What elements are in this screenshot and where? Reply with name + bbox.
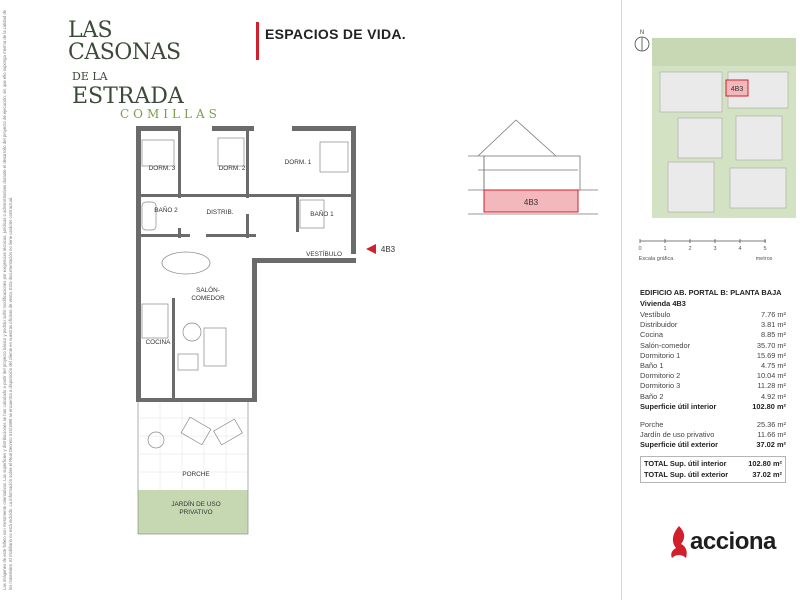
spec-label: Distribuidor [640,320,678,330]
spec-interior-total [640,402,786,412]
spec-exterior-total [640,440,786,450]
spec-label: Superficie útil exterior [640,440,719,450]
spec-label: Porche [640,419,664,429]
spec-row [640,381,786,391]
spec-row [640,361,786,371]
room-dorm3: DORM. 3 [148,165,176,172]
total-row [644,470,782,480]
spec-value: 102.80 m² [752,401,786,411]
room-jardin-2: PRIVATIVO [179,509,213,516]
spec-label: Dormitorio 1 [640,350,681,360]
logo-line-2 [68,64,208,107]
spec-value: 10.04 m² [756,371,786,381]
spec-value: 8.85 m² [760,330,786,340]
spec-row [640,330,786,340]
entry-arrow [366,244,376,254]
legal-disclaimer [2,10,46,590]
scale-tick-0: 0 [638,246,642,252]
spec-value: 7.76 m² [760,310,786,319]
spec-heading: EDIFICIO AB. PORTAL B: PLANTA BAJA [640,288,782,297]
site-plan [632,28,796,218]
development-logo [68,18,221,121]
total-value: 37.02 m² [752,469,782,479]
spec-label: Baño 1 [640,360,664,370]
acciona-mark-icon [668,524,690,560]
totals-box [640,456,786,482]
site-road [652,38,796,66]
spec-row [640,371,786,381]
logo-line-2b: ESTRADA [72,84,184,109]
room-dorm1: DORM. 1 [284,159,312,166]
spec-row [640,310,786,320]
spec-row [640,430,786,440]
surface-table [640,288,786,483]
spec-value: 37.02 m² [756,440,786,450]
scale-tick-1: 1 [663,246,667,252]
spec-label: Dormitorio 2 [640,371,681,381]
scale-bar [640,236,780,266]
spec-label: Cocina [640,330,664,340]
north-icon [635,30,649,51]
spec-value: 3.81 m² [760,320,786,330]
spec-label: Vestíbulo [640,310,671,319]
logo-line-3: COMILLAS [120,107,221,121]
acciona-logo [668,522,786,562]
room-dorm2: DORM. 2 [218,165,246,172]
spec-row [640,320,786,330]
spec-row [640,341,786,351]
spec-label: Superficie útil interior [640,401,717,411]
tagline-accent-bar [256,22,259,60]
scale-tick-2: 2 [688,246,692,252]
scale-units: metros [755,256,773,262]
room-cocina: COCINA [145,339,171,346]
building-section [458,112,603,222]
spec-row [640,351,786,361]
spec-value: 25.36 m² [756,419,786,429]
north-label: N [639,30,645,36]
spec-label: Salón-comedor [640,340,691,350]
spec-label: Jardín de uso privativo [640,430,715,440]
panel-divider [621,0,622,600]
scale-graphic [640,236,780,266]
floor-plan [120,118,410,548]
total-value: 102.80 m² [748,459,782,469]
room-salon-2: COMEDOR [191,295,225,302]
spec-row [640,392,786,402]
logo-line-2a: DE LA [72,70,108,83]
total-label: TOTAL Sup. útil interior [644,459,727,469]
total-label: TOTAL Sup. útil exterior [644,469,729,479]
spec-unit: Vivienda 4B3 [640,299,686,308]
spec-row [640,420,786,430]
room-distrib: DISTRIB. [206,209,234,216]
scale-tick-3: 3 [713,246,717,252]
spec-value: 4.92 m² [760,391,786,401]
spec-value: 15.69 m² [756,350,786,360]
room-bano1: BAÑO 1 [310,211,334,218]
scale-tick-5: 5 [763,246,767,252]
logo-line-1: LAS CASONAS [68,18,181,65]
room-salon-1: SALÓN- [196,287,220,294]
spec-value: 35.70 m² [756,340,786,350]
unit-marker-label: 4B3 [380,245,396,254]
legal-text: Las imágenes de este folleto son meramente orientativas. Las superficies y distribuciones se han calculado a partir del proyecto básico y podrán sufrir modificaciones por exigencias técnicas, jurídicas o administrativas durante el desarrollo del proyecto de ejecución, sin que ello suponga merma de la calidad de los materiales. El mobiliario no está incluido. La información sobre el Real Decreto 515/1989 se encuentra a disposición del cliente en nuestras oficinas de venta. Esta documentación no tiene carácter contractual. [2,10,13,590]
section-unit-label: 4B3 [523,198,539,207]
total-row [644,459,782,469]
room-bano2: BAÑO 2 [154,207,178,214]
spec-value: 4.75 m² [760,360,786,370]
site-unit-label: 4B3 [730,86,744,93]
spec-value: 11.66 m² [757,430,786,440]
scale-caption: Escala gráfica [638,256,674,262]
spec-label: Dormitorio 3 [640,381,681,391]
tagline: ESPACIOS DE VIDA. [265,26,406,42]
room-jardin-1: JARDÍN DE USO [171,501,221,508]
room-porche: PORCHE [182,471,210,478]
scale-tick-4: 4 [738,246,742,252]
spec-value: 11.28 m² [757,381,786,391]
spec-label: Baño 2 [640,391,664,401]
acciona-wordmark: acciona [690,528,776,555]
room-vestibulo: VESTÍBULO [306,251,342,258]
